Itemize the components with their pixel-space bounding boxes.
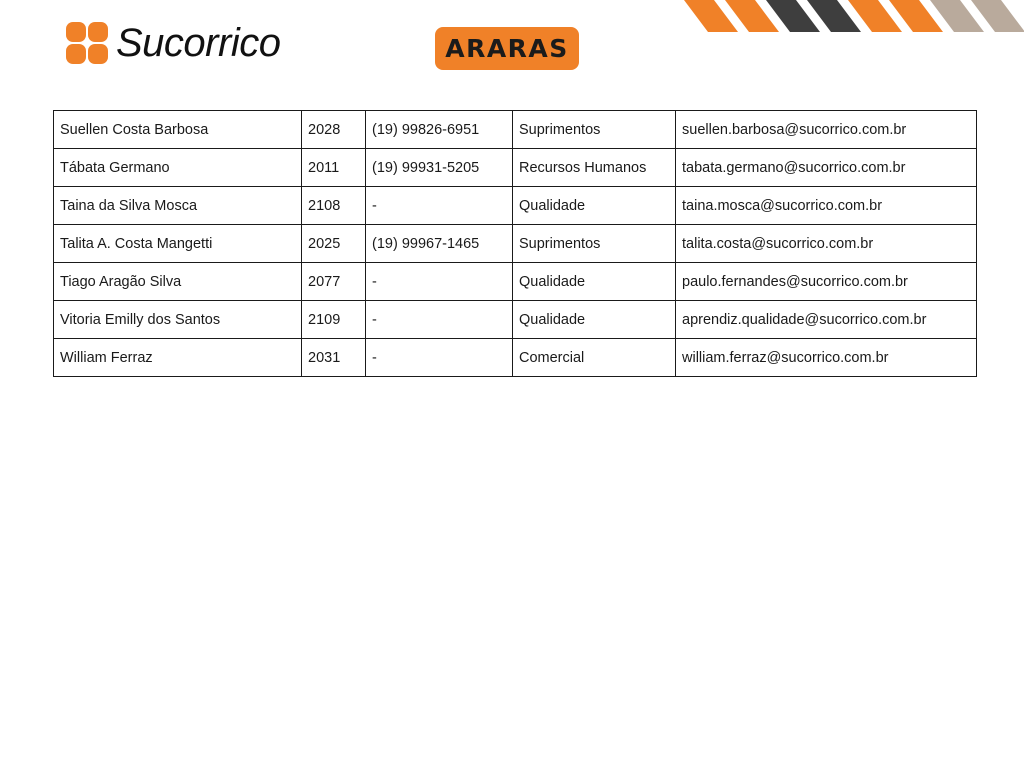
contact-department: Comercial (513, 339, 676, 377)
contact-email: tabata.germano@sucorrico.com.br (676, 149, 977, 187)
contact-department: Qualidade (513, 263, 676, 301)
contact-phone: (19) 99967-1465 (366, 225, 513, 263)
contact-department: Suprimentos (513, 225, 676, 263)
contact-extension: 2109 (302, 301, 366, 339)
contact-email: william.ferraz@sucorrico.com.br (676, 339, 977, 377)
contact-extension: 2028 (302, 111, 366, 149)
contact-extension: 2025 (302, 225, 366, 263)
contact-phone: (19) 99931-5205 (366, 149, 513, 187)
contact-directory-table (53, 110, 977, 377)
contact-name: Tábata Germano (54, 149, 302, 187)
contact-email: talita.costa@sucorrico.com.br (676, 225, 977, 263)
decorative-stripes (680, 0, 1024, 32)
contact-extension: 2077 (302, 263, 366, 301)
contact-email: taina.mosca@sucorrico.com.br (676, 187, 977, 225)
table-row (54, 111, 977, 149)
brand-name: Sucorrico (116, 21, 281, 65)
table-row (54, 301, 977, 339)
contact-phone: - (366, 187, 513, 225)
contact-name: Talita A. Costa Mangetti (54, 225, 302, 263)
contact-name: Taina da Silva Mosca (54, 187, 302, 225)
contact-name: Suellen Costa Barbosa (54, 111, 302, 149)
contact-extension: 2031 (302, 339, 366, 377)
contact-extension: 2011 (302, 149, 366, 187)
contact-department: Recursos Humanos (513, 149, 676, 187)
brand-logo (66, 22, 280, 64)
contact-phone: - (366, 263, 513, 301)
sucorrico-logo-icon (66, 22, 108, 64)
table-row (54, 263, 977, 301)
table-row (54, 339, 977, 377)
contact-phone: - (366, 339, 513, 377)
contact-email: suellen.barbosa@sucorrico.com.br (676, 111, 977, 149)
table-row (54, 225, 977, 263)
contact-name: William Ferraz (54, 339, 302, 377)
contact-email: aprendiz.qualidade@sucorrico.com.br (676, 301, 977, 339)
contact-email: paulo.fernandes@sucorrico.com.br (676, 263, 977, 301)
contact-department: Suprimentos (513, 111, 676, 149)
contact-name: Tiago Aragão Silva (54, 263, 302, 301)
contact-phone: - (366, 301, 513, 339)
contact-extension: 2108 (302, 187, 366, 225)
table-row (54, 149, 977, 187)
contact-department: Qualidade (513, 187, 676, 225)
city-badge: ARARAS (435, 27, 579, 70)
contact-phone: (19) 99826-6951 (366, 111, 513, 149)
contact-name: Vitoria Emilly dos Santos (54, 301, 302, 339)
contact-department: Qualidade (513, 301, 676, 339)
table-row (54, 187, 977, 225)
